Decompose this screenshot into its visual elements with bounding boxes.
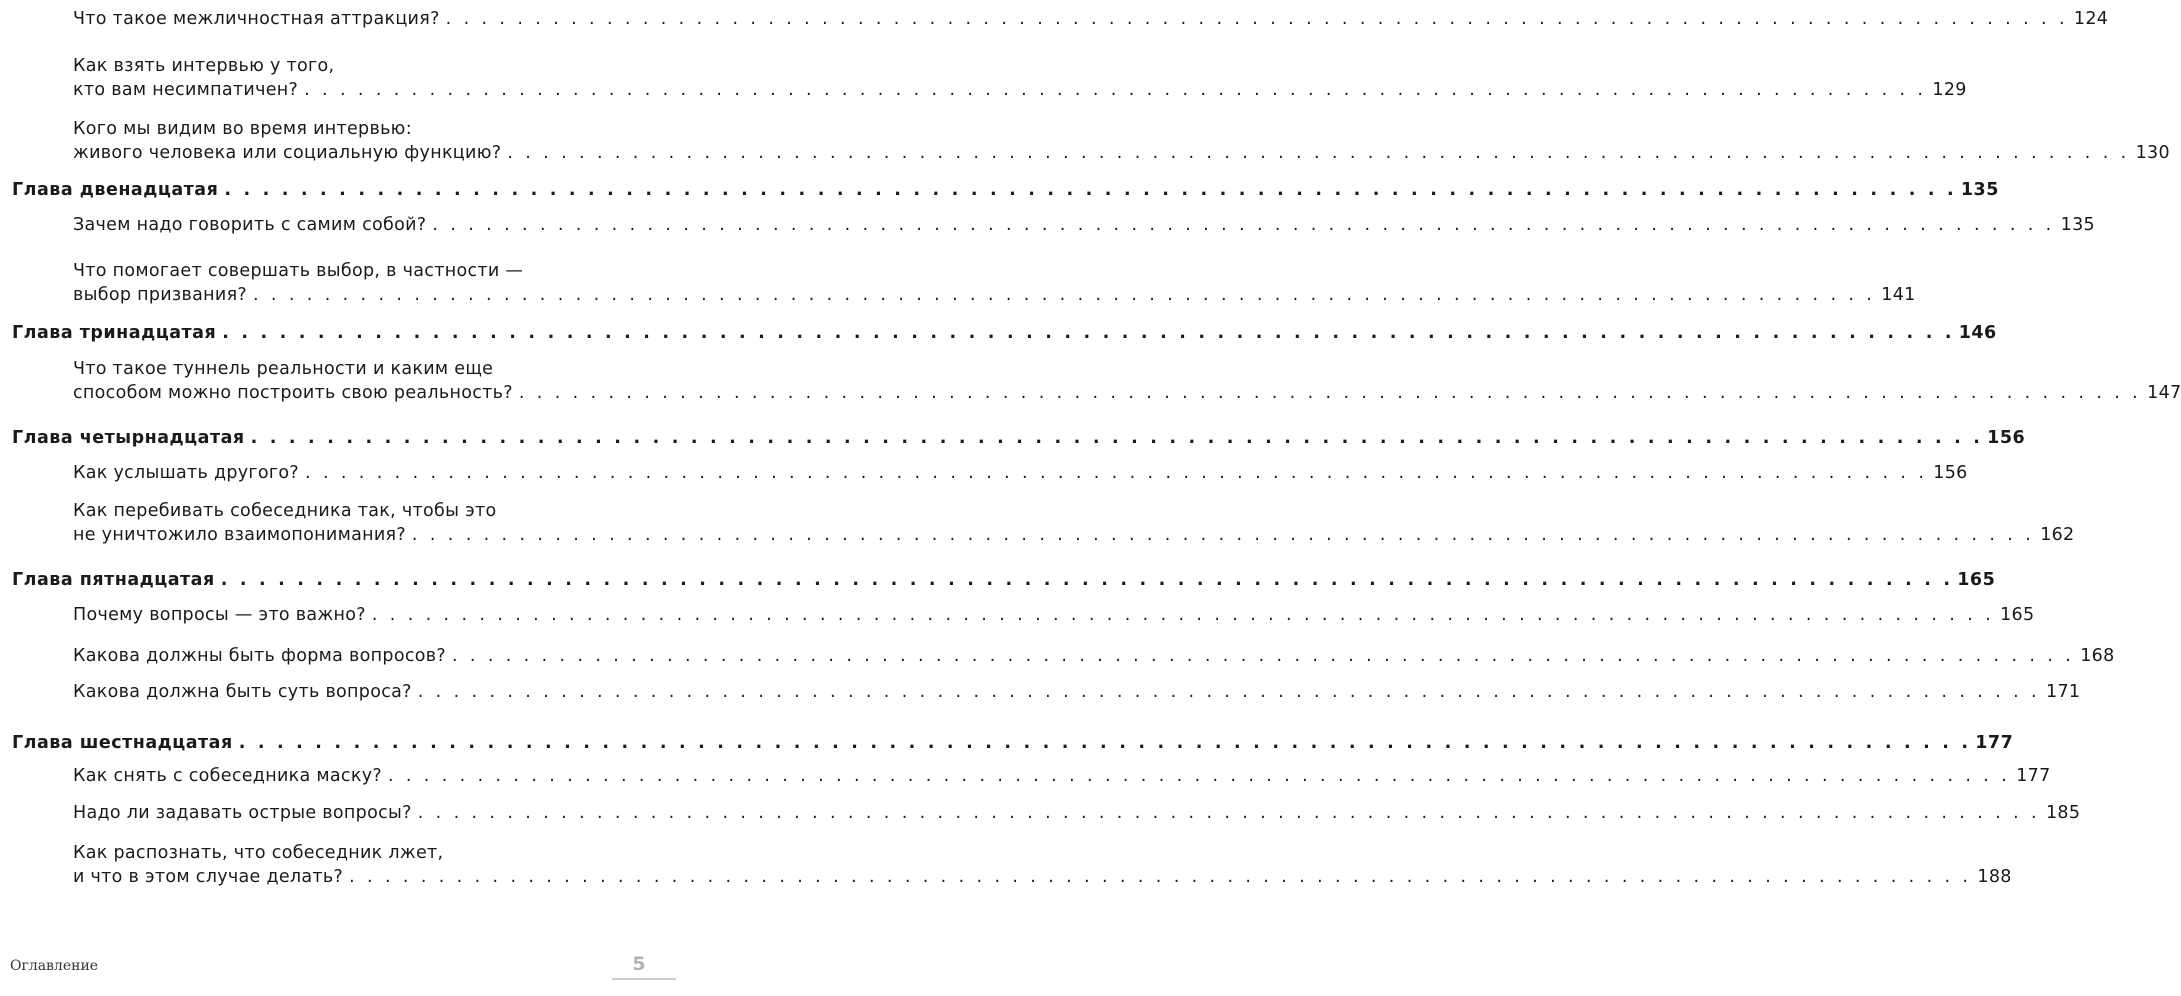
entry-page-number: 130 [2135, 143, 2170, 163]
toc-entry-line [12, 178, 1999, 202]
toc-entry-line [73, 213, 2095, 237]
entry-page-number: 146 [1958, 323, 1997, 343]
toc-entry [73, 54, 1967, 102]
toc-entry-line [12, 568, 1996, 592]
entry-title: выбор призвания? [73, 285, 247, 305]
entry-title: Какова должна быть суть вопроса? [73, 682, 412, 702]
toc-entry-line [73, 603, 2035, 627]
entry-title: Как взять интервью у того, [73, 56, 335, 76]
toc-entry [73, 680, 2081, 704]
entry-page-number: 171 [2046, 682, 2081, 702]
toc-entry-line [73, 644, 2115, 668]
entry-page-number: 129 [1932, 80, 1967, 100]
dot-leader: . . . . . . . . . . . . . . . . . . . . . . . . . . . . . . . . . . . . . . . . . . . . . . . . . . . . . . . . . . . . . . . . . . . . . . . . . . . . . . . . . . . . . . . . . . . [417, 803, 2040, 823]
entry-title: и что в этом случае делать? [73, 867, 344, 887]
entry-page-number: 147 [2147, 383, 2181, 403]
entry-page-number: 165 [2000, 605, 2035, 625]
entry-page-number: 156 [1987, 428, 2026, 448]
entry-title: Почему вопросы — это важно? [73, 605, 366, 625]
toc-entry-line [12, 426, 2026, 450]
toc-entry [73, 357, 2181, 405]
toc-entry [73, 7, 2109, 31]
dot-leader: . . . . . . . . . . . . . . . . . . . . . . . . . . . . . . . . . . . . . . . . . . . . . . . . . . . . . . . . . . . . . . . . . . . . . . . . . . . . . . . . . . . . . . . . . . . [507, 143, 2130, 163]
entry-page-number: 168 [2080, 646, 2115, 666]
entry-page-number: 141 [1881, 285, 1916, 305]
entry-page-number: 135 [1960, 180, 1999, 200]
entry-title: Какова должны быть форма вопросов? [73, 646, 446, 666]
toc-entry [73, 603, 2035, 627]
toc-entry [73, 213, 2095, 237]
entry-title: живого человека или социальную функцию? [73, 143, 502, 163]
toc-entry-line [73, 865, 2012, 889]
dot-leader: . . . . . . . . . . . . . . . . . . . . . . . . . . . . . . . . . . . . . . . . . . . . . . . . . . . . . . . . . . . . . . . . . . . . . . . . . . . . . . . . . . . . . . . . . . . [304, 80, 1927, 100]
toc-entry-line [73, 259, 621, 283]
entry-page-number: 177 [2016, 766, 2051, 786]
entry-page-number: 188 [1977, 867, 2012, 887]
entry-title: Надо ли задавать острые вопросы? [73, 803, 412, 823]
entry-title: Что такое туннель реальности и каким еще [73, 359, 494, 379]
entry-title: Зачем надо говорить с самим собой? [73, 215, 427, 235]
toc-chapter-entry [12, 426, 2026, 450]
toc-entry-line [73, 117, 621, 141]
chapter-title: Глава четырнадцатая [12, 428, 245, 448]
dot-leader: . . . . . . . . . . . . . . . . . . . . . . . . . . . . . . . . . . . . . . . . . . . . . . . . . . . . . . . . . . . . . . . . . . . . . . . . . . . . . . . . . . . . . . . . . . . [518, 383, 2142, 403]
dot-leader: . . . . . . . . . . . . . . . . . . . . . . . . . . . . . . . . . . . . . . . . . . . . . . . . . . . . . . . . . . . . . . . . . . . . . . . . . . . . . . . . . . . . . . . . . . . [238, 733, 1972, 753]
toc-entry [73, 499, 2075, 547]
toc-entry-line [73, 78, 1967, 102]
toc-entry-line [73, 141, 2170, 165]
dot-leader: . . . . . . . . . . . . . . . . . . . . . . . . . . . . . . . . . . . . . . . . . . . . . . . . . . . . . . . . . . . . . . . . . . . . . . . . . . . . . . . . . . . . . . . . . . . [222, 323, 1955, 343]
toc-entry-line [73, 357, 621, 381]
entry-title: не уничтожило взаимопонимания? [73, 525, 406, 545]
toc-entry [73, 801, 2081, 825]
chapter-title: Глава пятнадцатая [12, 570, 215, 590]
entry-title: Как услышать другого? [73, 463, 300, 483]
toc-entry-line [12, 731, 2014, 755]
running-footer-title: Оглавление [10, 958, 99, 974]
toc-entry-line [73, 381, 2181, 405]
toc-entry-line [73, 499, 621, 523]
dot-leader: . . . . . . . . . . . . . . . . . . . . . . . . . . . . . . . . . . . . . . . . . . . . . . . . . . . . . . . . . . . . . . . . . . . . . . . . . . . . . . . . . . . . . . . . . . . [253, 285, 1876, 305]
toc-chapter-entry [12, 321, 1997, 345]
entry-page-number: 156 [1933, 463, 1968, 483]
toc-entry [73, 117, 2170, 165]
chapter-title: Глава шестнадцатая [12, 733, 233, 753]
entry-title: кто вам несимпатичен? [73, 80, 299, 100]
chapter-title: Глава тринадцатая [12, 323, 217, 343]
page-number: 5 [632, 953, 646, 975]
toc-entry-line [73, 7, 2109, 31]
toc-chapter-entry [12, 731, 2014, 755]
toc-chapter-entry [12, 178, 1999, 202]
toc-entry-line [73, 764, 2051, 788]
dot-leader: . . . . . . . . . . . . . . . . . . . . . . . . . . . . . . . . . . . . . . . . . . . . . . . . . . . . . . . . . . . . . . . . . . . . . . . . . . . . . . . . . . . . . . . . . . . [349, 867, 1972, 887]
entry-title: Что помогает совершать выбор, в частности — [73, 261, 524, 281]
toc-entry-line [73, 283, 1916, 307]
entry-title: Что такое межличностная аттракция? [73, 9, 440, 29]
toc-entry-line [73, 523, 2075, 547]
entry-page-number: 124 [2073, 9, 2109, 29]
dot-leader: . . . . . . . . . . . . . . . . . . . . . . . . . . . . . . . . . . . . . . . . . . . . . . . . . . . . . . . . . . . . . . . . . . . . . . . . . . . . . . . . . . . . . . . . . . . [387, 766, 2011, 786]
toc-entry-line [73, 54, 621, 78]
toc-entry [73, 764, 2051, 788]
footer-rule [612, 978, 676, 980]
chapter-title: Глава двенадцатая [12, 180, 219, 200]
toc-entry [73, 461, 1968, 485]
entry-title: Как снять с собеседника маску? [73, 766, 382, 786]
dot-leader: . . . . . . . . . . . . . . . . . . . . . . . . . . . . . . . . . . . . . . . . . . . . . . . . . . . . . . . . . . . . . . . . . . . . . . . . . . . . . . . . . . . . . . . . . . . [445, 9, 2068, 29]
toc-entry-line [73, 841, 621, 865]
dot-leader: . . . . . . . . . . . . . . . . . . . . . . . . . . . . . . . . . . . . . . . . . . . . . . . . . . . . . . . . . . . . . . . . . . . . . . . . . . . . . . . . . . . . . . . . . . . [371, 605, 1995, 625]
entry-page-number: 185 [2045, 803, 2081, 823]
entry-page-number: 165 [1957, 570, 1996, 590]
toc-entry-line [12, 321, 1997, 345]
toc-entry-line [73, 461, 1968, 485]
entry-title: Как распознать, что собеседник лжет, [73, 843, 444, 863]
entry-page-number: 162 [2040, 525, 2075, 545]
dot-leader: . . . . . . . . . . . . . . . . . . . . . . . . . . . . . . . . . . . . . . . . . . . . . . . . . . . . . . . . . . . . . . . . . . . . . . . . . . . . . . . . . . . . . . . . . . . [417, 682, 2041, 702]
dot-leader: . . . . . . . . . . . . . . . . . . . . . . . . . . . . . . . . . . . . . . . . . . . . . . . . . . . . . . . . . . . . . . . . . . . . . . . . . . . . . . . . . . . . . . . . . . . [220, 570, 1954, 590]
entry-title: способом можно построить свою реальность? [73, 383, 513, 403]
dot-leader: . . . . . . . . . . . . . . . . . . . . . . . . . . . . . . . . . . . . . . . . . . . . . . . . . . . . . . . . . . . . . . . . . . . . . . . . . . . . . . . . . . . . . . . . . . . [411, 525, 2035, 545]
toc-entry-line [73, 680, 2081, 704]
toc-entry [73, 259, 1916, 307]
entry-title: Как перебивать собеседника так, чтобы это [73, 501, 497, 521]
dot-leader: . . . . . . . . . . . . . . . . . . . . . . . . . . . . . . . . . . . . . . . . . . . . . . . . . . . . . . . . . . . . . . . . . . . . . . . . . . . . . . . . . . . . . . . . . . . [250, 428, 1984, 448]
dot-leader: . . . . . . . . . . . . . . . . . . . . . . . . . . . . . . . . . . . . . . . . . . . . . . . . . . . . . . . . . . . . . . . . . . . . . . . . . . . . . . . . . . . . . . . . . . . [451, 646, 2075, 666]
toc-entry [73, 644, 2115, 668]
entry-page-number: 177 [1975, 733, 2014, 753]
dot-leader: . . . . . . . . . . . . . . . . . . . . . . . . . . . . . . . . . . . . . . . . . . . . . . . . . . . . . . . . . . . . . . . . . . . . . . . . . . . . . . . . . . . . . . . . . . . [224, 180, 1957, 200]
dot-leader: . . . . . . . . . . . . . . . . . . . . . . . . . . . . . . . . . . . . . . . . . . . . . . . . . . . . . . . . . . . . . . . . . . . . . . . . . . . . . . . . . . . . . . . . . . . [305, 463, 1928, 483]
dot-leader: . . . . . . . . . . . . . . . . . . . . . . . . . . . . . . . . . . . . . . . . . . . . . . . . . . . . . . . . . . . . . . . . . . . . . . . . . . . . . . . . . . . . . . . . . . . [432, 215, 2055, 235]
entry-title: Кого мы видим во время интервью: [73, 119, 412, 139]
toc-entry-line [73, 801, 2081, 825]
toc-chapter-entry [12, 568, 1996, 592]
toc-entry [73, 841, 2012, 889]
entry-page-number: 135 [2060, 215, 2095, 235]
